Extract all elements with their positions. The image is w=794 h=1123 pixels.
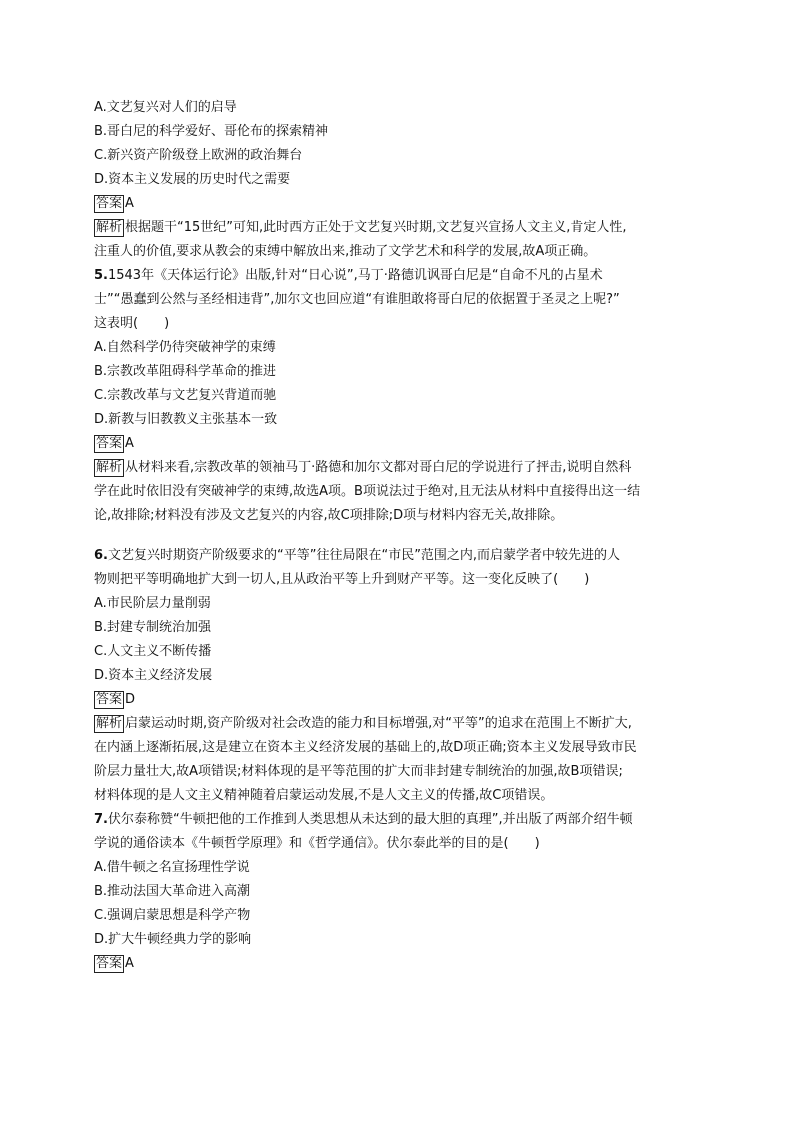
option-d: D.扩大牛顿经典力学的影响	[94, 932, 252, 947]
answer-label: 答案	[96, 692, 123, 707]
option-d: D.资本主义发展的历史时代之需要	[94, 172, 291, 187]
answer-value: A	[125, 196, 134, 211]
option-b: B.宗教改革阻碍科学革命的推进	[94, 364, 277, 379]
option-c: C.强调启蒙思想是科学产物	[94, 908, 251, 923]
option-d: D.资本主义经济发展	[94, 668, 213, 683]
analysis-line: 学在此时依旧没有突破神学的束缚,故选A项。B项说法过于绝对,且无法从材料中直接得出这一结	[94, 484, 641, 499]
answer-label: 答案	[96, 436, 123, 451]
analysis-line: 解析 启蒙运动时期,资产阶级对社会改造的能力和目标增强,对“平等”的追求在范围上不断扩大,	[96, 716, 632, 731]
answer-label: 答案	[96, 196, 123, 211]
answer-row	[94, 432, 706, 456]
analysis-label: 解析	[96, 220, 123, 235]
question-number: 7.	[94, 812, 108, 827]
analysis-line: 解析 从材料来看,宗教改革的领袖马丁·路德和加尔文都对哥白尼的学说进行了抨击,说明自然科	[96, 460, 632, 475]
question-stem: 6.文艺复兴时期资产阶级要求的“平等”往往局限在“市民”范围之内,而启蒙学者中较先进的人	[94, 548, 621, 563]
analysis-line: 注重人的价值,要求从教会的束缚中解放出来,推动了文学艺术和科学的发展,故A项正确。	[94, 244, 597, 259]
question-stem-line: 学说的通俗读本《牛顿哲学原理》和《哲学通信》。伏尔泰此举的目的是( )	[94, 836, 540, 851]
analysis-line: 材料体现的是人文主义精神随着启蒙运动发展,不是人文主义的传播,故C项错误。	[94, 788, 554, 803]
option-d: D.新教与旧教教义主张基本一致	[94, 412, 278, 427]
question-stem: 7.伏尔泰称赞“牛顿把他的工作推到人类思想从未达到的最大胆的真理”,并出版了两部介绍牛顿	[94, 812, 633, 827]
option-b: B.封建专制统治加强	[94, 620, 212, 635]
spacer	[94, 528, 706, 544]
question-stem-line: 这表明( )	[94, 316, 170, 331]
question-7	[94, 808, 706, 976]
analysis-line: 解析 根据题干“15世纪”可知,此时西方正处于文艺复兴时期,文艺复兴宣扬人文主义,肯定人性,	[96, 220, 627, 235]
answer-row	[94, 952, 706, 976]
exam-page	[94, 96, 706, 976]
option-a: A.市民阶层力量削弱	[94, 596, 211, 611]
option-b: B.推动法国大革命进入高潮	[94, 884, 251, 899]
question-6	[94, 544, 706, 808]
analysis-label: 解析	[96, 716, 123, 731]
option-a: A.借牛顿之名宣扬理性学说	[94, 860, 250, 875]
question-number: 5.	[94, 268, 108, 283]
analysis-line: 在内涵上逐渐拓展,这是建立在资本主义经济发展的基础上的,故D项正确;资本主义发展导致市民	[94, 740, 637, 755]
answer-row	[94, 192, 706, 216]
question-stem-line: 物则把平等明确地扩大到一切人,且从政治平等上升到财产平等。这一变化反映了( )	[94, 572, 590, 587]
option-a: A.自然科学仍待突破神学的束缚	[94, 340, 276, 355]
answer-row	[94, 688, 706, 712]
question-5	[94, 264, 706, 528]
question-stem-line: 士”“愚蠢到公然与圣经相违背”,加尔文也回应道“有谁胆敢将哥白尼的依据置于圣灵之上呢?”	[94, 292, 620, 307]
question-stem: 5.1543年《天体运行论》出版,针对“日心说”,马丁·路德讥讽哥白尼是“自命不凡的占星术	[94, 268, 603, 283]
option-c: C.人文主义不断传播	[94, 644, 212, 659]
analysis-line: 阶层力量壮大,故A项错误;材料体现的是平等范围的扩大而非封建专制统治的加强,故B项错误;	[94, 764, 623, 779]
analysis-line: 论,故排除;材料没有涉及文艺复兴的内容,故C项排除;D项与材料内容无关,故排除。	[94, 508, 564, 523]
answer-value: A	[125, 436, 134, 451]
answer-value: D	[125, 692, 136, 707]
option-c: C.宗教改革与文艺复兴背道而驰	[94, 388, 277, 403]
analysis-label: 解析	[96, 460, 123, 475]
answer-label: 答案	[96, 956, 123, 971]
question-4	[94, 96, 706, 264]
question-number: 6.	[94, 548, 108, 563]
option-b: B.哥白尼的科学爱好、哥伦布的探索精神	[94, 124, 329, 139]
option-c: C.新兴资产阶级登上欧洲的政治舞台	[94, 148, 303, 163]
answer-value: A	[125, 956, 134, 971]
option-a: A.文艺复兴对人们的启导	[94, 100, 237, 115]
